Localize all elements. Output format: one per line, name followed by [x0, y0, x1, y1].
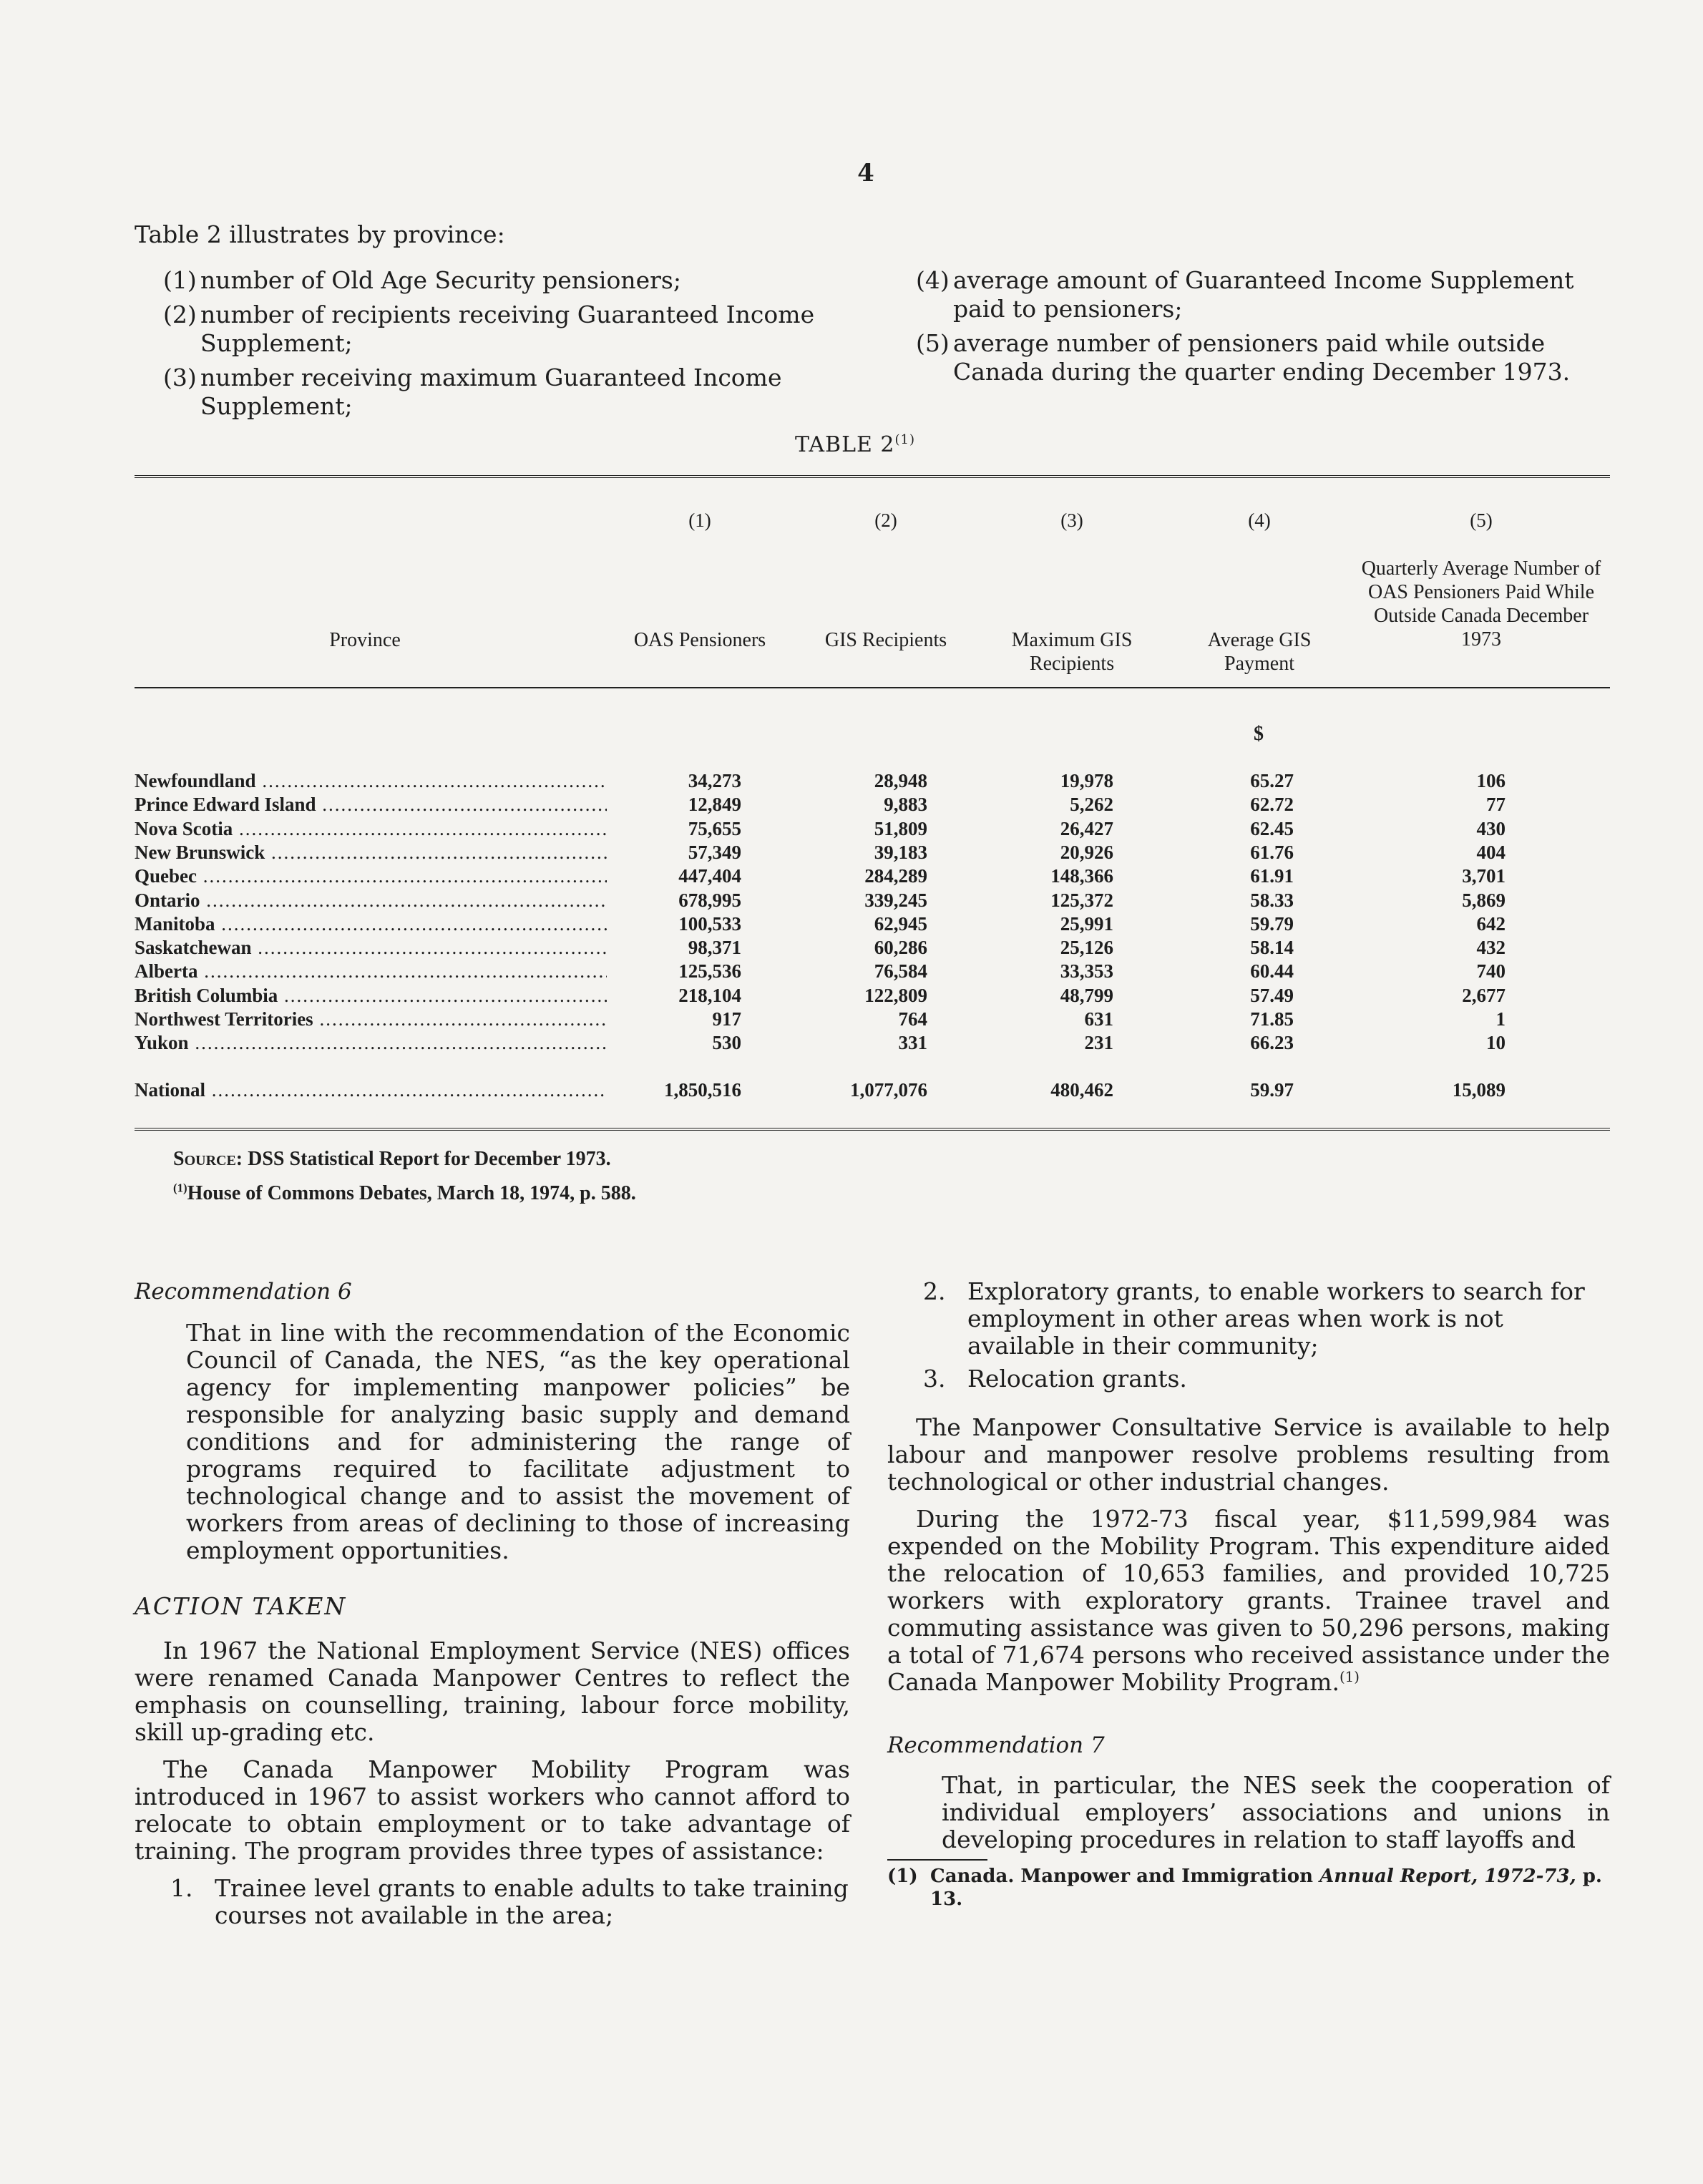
- table-footnote: $^{(1)}$House of Commons Debates, March 18, 1974, p. 588.: [173, 1181, 636, 1204]
- value-cell: 60.44: [1250, 960, 1294, 983]
- rec6-text: That in line with the recommendation of the Economic Council of Canada, the NES, “as the key operational agency for implementing manpower policies” be responsible for analyzing basic supply and demand conditions and for administering the range of programs required to facilitate adjustment to technological change and to assist the movement of workers from areas of declining to those of increasing employment opportunities.: [186, 1319, 850, 1564]
- value-cell: 25,991: [1060, 912, 1113, 935]
- table-row: [135, 865, 1610, 889]
- table-row: [135, 770, 1610, 794]
- table-row: [135, 913, 1610, 937]
- province-cell: Newfoundland .....: [135, 770, 607, 792]
- province-cell: Manitoba .....: [135, 913, 607, 935]
- value-cell: 62.72: [1250, 794, 1294, 816]
- list-item: (2) number of recipients receiving Guaranteed Income Supplement;: [163, 301, 815, 357]
- value-cell: 740: [1476, 960, 1506, 983]
- value-cell: 122,809: [864, 984, 927, 1006]
- value-cell: 10: [1486, 1032, 1506, 1054]
- value-cell: 447,404: [678, 865, 741, 887]
- col-number: (1): [688, 510, 711, 531]
- col-number: (2): [874, 510, 897, 531]
- col-header: Average GIS Payment: [1207, 629, 1312, 675]
- paragraph: In 1967 the National Employment Service (NES) offices were renamed Canada Manpower Centres to reflect the emphasis on counselling, training, labour force mobility, skill up-grading etc.: [135, 1637, 850, 1746]
- value-cell: 39,183: [874, 841, 927, 863]
- value-cell: 76,584: [874, 960, 927, 983]
- value-cell: 25,126: [1060, 937, 1113, 959]
- province-cell: Alberta .....: [135, 960, 607, 983]
- value-cell: 1: [1495, 1008, 1506, 1030]
- value-cell: 58.14: [1250, 937, 1294, 959]
- value-cell: 57.49: [1250, 984, 1294, 1006]
- col-header: Quarterly Average Number of OAS Pensioners Paid While Outside Canada December 1973: [1361, 557, 1601, 650]
- list-item: (5) average number of pensioners paid while outside Canada during the quarter ending December 1973.: [916, 329, 1571, 386]
- value-cell: 5,869: [1462, 889, 1506, 911]
- col-header: Maximum GIS Recipients: [1011, 629, 1133, 675]
- value-cell: 58.33: [1250, 889, 1294, 911]
- header-rule: [135, 687, 1610, 688]
- list-item: 3. Relocation grants.: [923, 1365, 1187, 1393]
- col-number: (5): [1470, 510, 1493, 531]
- value-cell: 100,533: [678, 912, 741, 935]
- dollar-unit: $: [1254, 723, 1264, 745]
- value-cell: 75,655: [688, 817, 741, 839]
- table-caption: TABLE 2$^{(1)}$: [794, 432, 916, 457]
- footnote-rule: [887, 1859, 987, 1861]
- province-cell: Saskatchewan .....: [135, 937, 607, 959]
- value-cell: 125,536: [678, 960, 741, 983]
- paragraph: During the 1972-73 fiscal year, $11,599,984 was expended on the Mobility Program. This expenditure aided the relocation of 10,653 families, and provided 10,725 workers with exploratory grants. Trainee travel and commuting assistance was given to 50,296 persons, making a total of 71,674 persons who received assistance under the Canada Manpower Mobility Program.$^{(1)}$: [887, 1505, 1610, 1696]
- page-number: 4: [857, 159, 874, 187]
- action-heading: ACTION TAKEN: [135, 1592, 347, 1620]
- value-cell: 917: [712, 1008, 741, 1030]
- table-top-rule: [135, 475, 1610, 480]
- left-column: [135, 1278, 850, 1929]
- province-header: Province: [329, 629, 401, 651]
- value-cell: 764: [898, 1008, 927, 1030]
- value-cell: 62.45: [1250, 817, 1294, 839]
- value-cell: 12,849: [688, 794, 741, 816]
- list-item: 1. Trainee level grants to enable adults to take training courses not available in the area;: [170, 1874, 849, 1929]
- source-note: Source: DSS Statistical Report for December 1973.: [173, 1148, 611, 1170]
- intro-list-left: [135, 266, 850, 426]
- value-cell: 62,945: [874, 912, 927, 935]
- value-cell: 77: [1486, 794, 1506, 816]
- province-cell: Nova Scotia .....: [135, 818, 607, 840]
- value-cell: 98,371: [688, 937, 741, 959]
- col-number: (4): [1248, 510, 1271, 531]
- rec6-heading: Recommendation 6: [135, 1279, 352, 1305]
- table-row: [135, 818, 1610, 842]
- value-cell: 530: [712, 1032, 741, 1054]
- col-number: (3): [1060, 510, 1083, 531]
- province-cell: Quebec .....: [135, 865, 607, 887]
- value-cell: 148,366: [1050, 865, 1113, 887]
- value-cell: 26,427: [1060, 817, 1113, 839]
- intro-list-right: [887, 266, 1610, 392]
- list-item: 2. Exploratory grants, to enable workers to search for employment in other areas when work is not available in their community;: [923, 1277, 1585, 1360]
- value-cell: 430: [1476, 817, 1506, 839]
- value-cell: 284,289: [864, 865, 927, 887]
- value-cell: 66.23: [1250, 1032, 1294, 1054]
- paragraph: The Manpower Consultative Service is available to help labour and manpower resolve problems resulting from technological or other industrial changes.: [887, 1413, 1610, 1496]
- table-row: [135, 985, 1610, 1008]
- value-cell: 125,372: [1050, 889, 1113, 911]
- table-intro: Table 2 illustrates by province:: [135, 220, 505, 248]
- col-header: OAS Pensioners: [633, 629, 766, 651]
- value-cell: 480,462: [1050, 1079, 1113, 1101]
- value-cell: 106: [1476, 770, 1506, 791]
- list-item: (3) number receiving maximum Guaranteed Income Supplement;: [163, 364, 782, 420]
- value-cell: 1,077,076: [850, 1079, 927, 1101]
- province-cell: British Columbia .....: [135, 985, 607, 1007]
- value-cell: 51,809: [874, 817, 927, 839]
- value-cell: 631: [1084, 1008, 1113, 1030]
- value-cell: 19,978: [1060, 770, 1113, 791]
- table-row: [135, 1079, 1610, 1103]
- value-cell: 59.79: [1250, 912, 1294, 935]
- rec7-heading: Recommendation 7: [887, 1732, 1105, 1758]
- value-cell: 678,995: [678, 889, 741, 911]
- value-cell: 57,349: [688, 841, 741, 863]
- value-cell: 642: [1476, 912, 1506, 935]
- value-cell: 432: [1476, 937, 1506, 959]
- value-cell: 404: [1476, 841, 1506, 863]
- value-cell: 59.97: [1250, 1079, 1294, 1101]
- value-cell: 60,286: [874, 937, 927, 959]
- value-cell: 5,262: [1070, 794, 1113, 816]
- table-row: [135, 937, 1610, 960]
- province-cell: New Brunswick .....: [135, 842, 607, 864]
- value-cell: 9,883: [884, 794, 927, 816]
- list-item: (1) number of Old Age Security pensioners;: [163, 266, 681, 294]
- province-cell: National .....: [135, 1079, 607, 1101]
- right-column: [887, 1278, 1610, 1911]
- province-cell: Northwest Territories .....: [135, 1008, 607, 1030]
- paragraph: The Canada Manpower Mobility Program was introduced in 1967 to assist workers who cannot afford to relocate to obtain employment or to take advantage of training. The program provides three types of assistance:: [135, 1755, 850, 1865]
- table-row: [135, 889, 1610, 913]
- col-header: GIS Recipients: [824, 629, 947, 651]
- value-cell: 339,245: [864, 889, 927, 911]
- table-row: [135, 1032, 1610, 1056]
- value-cell: 71.85: [1250, 1008, 1294, 1030]
- value-cell: 28,948: [874, 770, 927, 791]
- table-row: [135, 842, 1610, 865]
- value-cell: 61.91: [1250, 865, 1294, 887]
- table-row: [135, 1008, 1610, 1032]
- province-cell: Yukon .....: [135, 1032, 607, 1054]
- table-row: [135, 794, 1610, 817]
- value-cell: 33,353: [1060, 960, 1113, 983]
- value-cell: 3,701: [1462, 865, 1506, 887]
- page-footnote: (1) Canada. Manpower and Immigration Annual Report, 1972-73, p. 13.: [887, 1866, 1602, 1910]
- value-cell: 331: [898, 1032, 927, 1054]
- value-cell: 61.76: [1250, 841, 1294, 863]
- value-cell: 218,104: [678, 984, 741, 1006]
- value-cell: 15,089: [1452, 1079, 1506, 1101]
- province-cell: Ontario .....: [135, 889, 607, 912]
- value-cell: 65.27: [1250, 770, 1294, 791]
- value-cell: 2,677: [1462, 984, 1506, 1006]
- value-cell: 20,926: [1060, 841, 1113, 863]
- value-cell: 1,850,516: [664, 1079, 741, 1101]
- value-cell: 231: [1084, 1032, 1113, 1054]
- value-cell: 34,273: [688, 770, 741, 791]
- value-cell: 48,799: [1060, 984, 1113, 1006]
- rec7-text: That, in particular, the NES seek the cooperation of individual employers’ associations and unions in developing procedures in relation to staff layoffs and: [942, 1771, 1610, 1853]
- table-bottom-rule: [135, 1128, 1610, 1133]
- province-cell: Prince Edward Island .....: [135, 794, 607, 816]
- list-item: (4) average amount of Guaranteed Income Supplement paid to pensioners;: [916, 266, 1574, 323]
- table-row: [135, 960, 1610, 984]
